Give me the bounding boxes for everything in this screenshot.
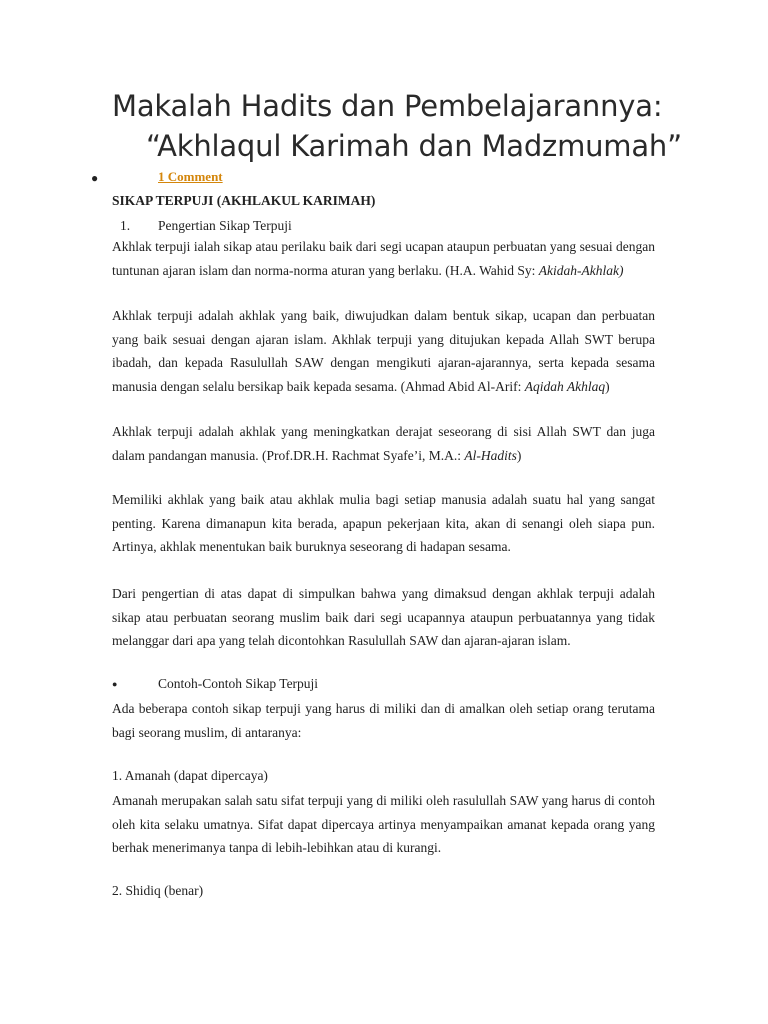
subheading-amanah: 1. Amanah (dapat dipercaya) — [112, 768, 268, 783]
paragraph-7 — [112, 789, 655, 860]
paragraph-text: Akhlak terpuji ialah sikap atau perilaku baik dari segi ucapan ataupun perbuatan yang sesuai dengan tuntunan ajaran islam dan norma-norma aturan yang berlaku. (H.A. Wahid Sy: — [112, 239, 655, 278]
paragraph-text: Dari pengertian di atas dapat di simpulkan bahwa yang dimaksud dengan akhlak terpuji adalah sikap atau perbuatan seorang muslim baik dari segi ucapannya ataupun perbuatannya yang tidak melanggar dari apa yang telah dicontohkan Rasulullah SAW dan ajaran-ajaran islam. — [112, 586, 655, 648]
paragraph-4 — [112, 488, 655, 559]
paragraph-text: Akhlak terpuji adalah akhlak yang baik, diwujudkan dalam bentuk sikap, ucapan dan perbuatan yang baik sesuai dengan ajaran islam. Akhlak terpuji yang ditujukan kepada Allah SWT berupa ibadah, dan kepada Rasulullah SAW dengan mengikuti ajaran-ajarannya, serta kepada sesama manusia dengan selalu bersikap baik kepada sesama. (Ahmad Abid Al-Arif: — [112, 308, 655, 394]
comment-link[interactable]: 1 Comment — [158, 169, 223, 184]
paragraph-text-end: ) — [516, 447, 522, 463]
title-line-2: “Akhlaqul Karimah dan Madzmumah” — [146, 129, 682, 163]
title-line-1: Makalah Hadits dan Pembelajarannya: — [112, 89, 663, 123]
bullet-icon: ● — [91, 171, 99, 185]
bullet-icon: ● — [112, 679, 118, 689]
numbered-item-1 — [120, 218, 292, 234]
paragraph-5 — [112, 582, 655, 653]
paragraph-text: Memiliki akhlak yang baik atau akhlak mulia bagi setiap manusia adalah suatu hal yang sangat penting. Karena dimanapun kita berada, apapun pekerjaan kita, akan di senangi oleh siapa pun. Artinya, akhlak menentukan baik buruknya seseorang di hadapan sesama. — [112, 492, 655, 554]
item-number: 1. — [120, 218, 131, 233]
paragraph-text: Akhlak terpuji adalah akhlak yang meningkatkan derajat seseorang di sisi Allah SWT dan juga dalam pandangan manusia. (Prof.DR.H. Rachmat Syafe’i, M.A.: — [112, 424, 655, 463]
item-label: Pengertian Sikap Terpuji — [158, 218, 292, 233]
bullet-item-examples — [158, 676, 318, 692]
subheading-shidiq: 2. Shidiq (benar) — [112, 883, 204, 898]
paragraph-3 — [112, 420, 655, 467]
paragraph-text-end: ) — [605, 378, 610, 394]
citation: Akidah-Akhlak) — [538, 262, 624, 278]
citation: Al-Hadits — [464, 447, 517, 463]
page-title — [112, 86, 752, 166]
paragraph-1 — [112, 235, 655, 282]
paragraph-6 — [112, 697, 655, 744]
section-heading: SIKAP TERPUJI (AKHLAKUL KARIMAH) — [112, 193, 376, 208]
paragraph-text: Amanah merupakan salah satu sifat terpuji yang di miliki oleh rasulullah SAW yang harus di contoh oleh kita selaku umatnya. Sifat dapat dipercaya artinya menyampaikan amanat kepada orang yang berhak menerimanya tanpa di lebih-lebihkan atau di kurangi. — [112, 793, 655, 855]
paragraph-text: Ada beberapa contoh sikap terpuji yang harus di miliki dan di amalkan oleh setiap orang terutama bagi seorang muslim, di antaranya: — [112, 701, 655, 740]
paragraph-2 — [112, 304, 655, 398]
citation: Aqidah Akhlaq — [524, 378, 606, 394]
bullet-label: Contoh-Contoh Sikap Terpuji — [158, 676, 319, 691]
